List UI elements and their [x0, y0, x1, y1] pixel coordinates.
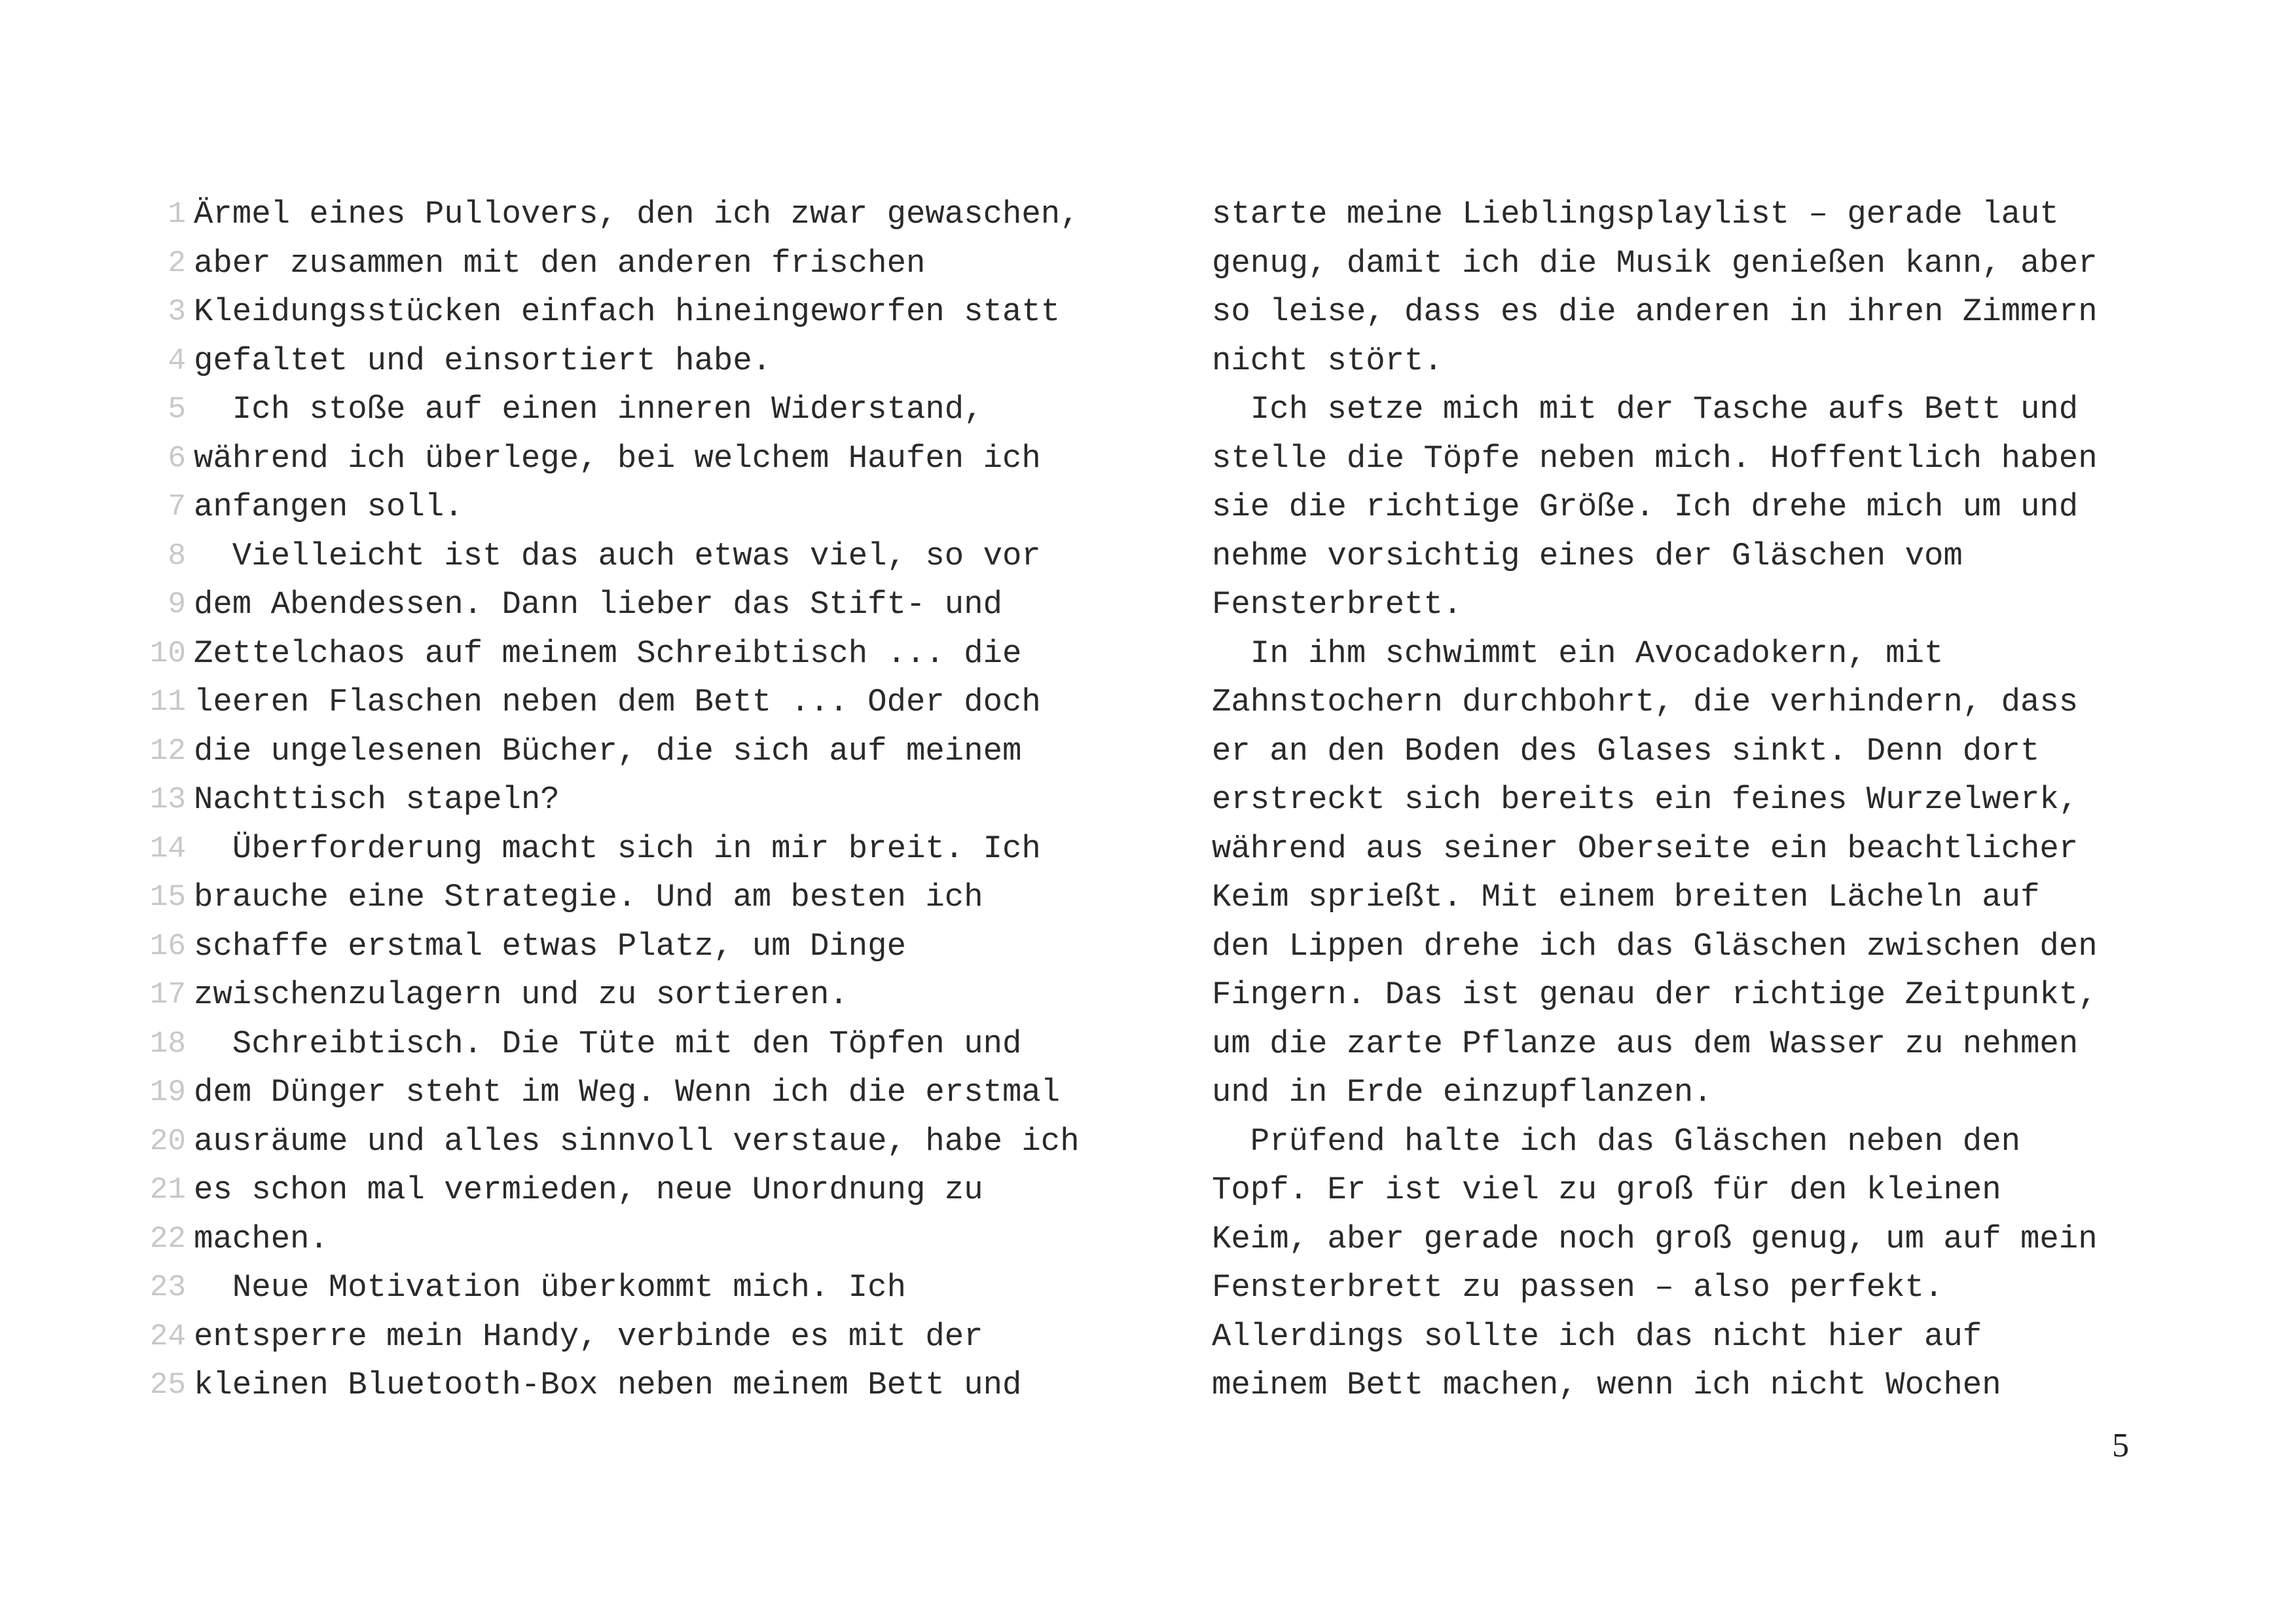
text-line	[1212, 824, 2161, 874]
line-text: die ungelesenen Bücher, die sich auf meinem	[194, 732, 1022, 769]
text-line	[1212, 337, 2161, 386]
line-text: meinem Bett machen, wenn ich nicht Wochen	[1212, 1367, 2001, 1403]
text-line	[1212, 483, 2161, 532]
line-number: 10	[149, 636, 186, 671]
line-text: dem Abendessen. Dann lieber das Stift- und	[194, 586, 1003, 623]
text-line	[1212, 190, 2161, 239]
text-line	[1212, 1166, 2161, 1215]
line-number: 2	[168, 246, 186, 280]
text-line	[145, 385, 1134, 434]
text-line	[1212, 775, 2161, 824]
text-line	[1212, 1020, 2161, 1069]
line-number: 20	[149, 1124, 186, 1158]
line-number: 23	[149, 1270, 186, 1304]
left-text-column	[145, 190, 1134, 1410]
text-line	[1212, 727, 2161, 776]
right-text-column	[1212, 190, 2161, 1410]
line-text: so leise, dass es die anderen in ihren Zimmern	[1212, 293, 2098, 330]
text-line	[145, 1263, 1134, 1312]
line-number: 25	[149, 1368, 186, 1402]
line-text: entsperre mein Handy, verbinde es mit der	[194, 1318, 983, 1355]
text-line	[1212, 629, 2161, 678]
line-number: 4	[168, 343, 186, 378]
text-line	[1212, 970, 2161, 1020]
text-line	[145, 1312, 1134, 1361]
text-line	[1212, 239, 2161, 288]
line-text: anfangen soll.	[194, 489, 464, 525]
line-text: Topf. Er ist viel zu groß für den kleinen	[1212, 1172, 2001, 1208]
line-text: Fensterbrett zu passen – also perfekt.	[1212, 1269, 1944, 1306]
line-text: Keim sprießt. Mit einem breiten Lächeln auf	[1212, 879, 2040, 915]
line-text: Zettelchaos auf meinem Schreibtisch ... die	[194, 635, 1022, 672]
text-line	[145, 337, 1134, 386]
text-line	[1212, 678, 2161, 727]
line-text: zwischenzulagern und zu sortieren.	[194, 976, 848, 1013]
line-text: ausräume und alles sinnvoll verstaue, habe ich	[194, 1122, 1080, 1160]
line-text: erstreckt sich bereits ein feines Wurzelwerk,	[1212, 781, 2079, 818]
text-line	[145, 727, 1134, 776]
line-number: 19	[149, 1075, 186, 1109]
line-text: während ich überlege, bei welchem Haufen ich	[194, 439, 1041, 477]
line-number: 13	[149, 783, 186, 817]
line-text: um die zarte Pflanze aus dem Wasser zu nehmen	[1212, 1025, 2079, 1062]
line-text: Ärmel eines Pullovers, den ich zwar gewaschen,	[194, 196, 1080, 232]
line-number: 11	[149, 685, 186, 719]
text-line	[145, 629, 1134, 678]
line-number: 1	[168, 197, 186, 231]
line-text: er an den Boden des Glases sinkt. Denn dort	[1212, 732, 2040, 769]
line-number: 12	[149, 733, 186, 768]
text-line	[145, 678, 1134, 727]
text-line	[145, 190, 1134, 239]
line-text: Überforderung macht sich in mir breit. Ich	[194, 830, 1041, 867]
text-line	[145, 873, 1134, 922]
text-line	[1212, 1117, 2161, 1166]
text-line	[145, 1361, 1134, 1410]
text-line	[145, 287, 1134, 337]
line-number: 18	[149, 1026, 186, 1061]
line-text: Prüfend halte ich das Gläschen neben den	[1212, 1122, 2021, 1160]
line-text: Ich stoße auf einen inneren Widerstand,	[194, 391, 983, 428]
text-line	[1212, 532, 2161, 581]
text-line	[1212, 287, 2161, 337]
line-text: den Lippen drehe ich das Gläschen zwischen den	[1212, 927, 2098, 965]
text-line	[1212, 580, 2161, 629]
text-line	[145, 970, 1134, 1020]
line-text: Nachttisch stapeln?	[194, 781, 560, 818]
line-number: 24	[149, 1319, 186, 1354]
text-line	[1212, 1215, 2161, 1264]
text-line	[145, 1068, 1134, 1117]
text-line	[145, 922, 1134, 971]
line-text: Keim, aber gerade noch groß genug, um auf mein	[1212, 1220, 2098, 1257]
line-text: Fensterbrett.	[1212, 586, 1463, 623]
text-line	[145, 434, 1134, 483]
text-line	[1212, 1263, 2161, 1312]
text-line	[145, 1020, 1134, 1069]
line-text: In ihm schwimmt ein Avocadokern, mit	[1212, 635, 1944, 672]
line-number: 3	[168, 295, 186, 329]
line-text: und in Erde einzupflanzen.	[1212, 1074, 1713, 1111]
line-number: 22	[149, 1221, 186, 1256]
line-text: starte meine Lieblingsplaylist – gerade laut	[1212, 196, 2059, 232]
line-number: 9	[168, 587, 186, 621]
line-text: nehme vorsichtig eines der Gläschen vom	[1212, 537, 1963, 574]
line-text: dem Dünger steht im Weg. Wenn ich die erstmal	[194, 1074, 1061, 1111]
line-text: Schreibtisch. Die Tüte mit den Töpfen und	[194, 1025, 1022, 1062]
line-text: leeren Flaschen neben dem Bett ... Oder doch	[194, 684, 1041, 720]
text-line	[1212, 922, 2161, 971]
text-line	[1212, 1312, 2161, 1361]
text-line	[145, 824, 1134, 874]
text-line	[145, 1166, 1134, 1215]
text-line	[145, 239, 1134, 288]
text-line	[145, 483, 1134, 532]
line-number: 14	[149, 831, 186, 866]
line-text: nicht stört.	[1212, 342, 1443, 379]
page-number: 5	[2112, 1427, 2129, 1464]
text-line	[145, 1215, 1134, 1264]
line-text: während aus seiner Oberseite ein beachtlicher	[1212, 830, 2079, 867]
text-line	[145, 532, 1134, 581]
line-number: 7	[168, 490, 186, 524]
line-number: 17	[149, 978, 186, 1012]
line-text: es schon mal vermieden, neue Unordnung zu	[194, 1172, 983, 1208]
text-line	[1212, 434, 2161, 483]
line-text: Zahnstochern durchbohrt, die verhindern, dass	[1212, 684, 2079, 720]
line-text: Kleidungsstücken einfach hineingeworfen statt	[194, 293, 1061, 330]
text-line	[1212, 1068, 2161, 1117]
line-text: gefaltet und einsortiert habe.	[194, 342, 772, 379]
line-text: Ich setze mich mit der Tasche aufs Bett und	[1212, 391, 2079, 428]
text-line	[145, 580, 1134, 629]
line-text: machen.	[194, 1220, 329, 1257]
line-text: Neue Motivation überkommt mich. Ich	[194, 1269, 906, 1306]
text-line	[1212, 873, 2161, 922]
line-number: 5	[168, 392, 186, 426]
line-number: 8	[168, 538, 186, 573]
line-number: 16	[149, 929, 186, 963]
line-text: Fingern. Das ist genau der richtige Zeitpunkt,	[1212, 976, 2098, 1013]
text-line	[1212, 385, 2161, 434]
line-number: 6	[168, 441, 186, 475]
line-text: sie die richtige Größe. Ich drehe mich um und	[1212, 489, 2079, 525]
line-text: brauche eine Strategie. Und am besten ich	[194, 879, 983, 915]
line-number: 21	[149, 1173, 186, 1207]
line-text: aber zusammen mit den anderen frischen	[194, 244, 926, 282]
line-text: Vielleicht ist das auch etwas viel, so vor	[194, 537, 1041, 574]
line-text: genug, damit ich die Musik genießen kann, aber	[1212, 244, 2098, 282]
text-line	[1212, 1361, 2161, 1410]
line-text: kleinen Bluetooth-Box neben meinem Bett und	[194, 1367, 1022, 1403]
line-number: 15	[149, 880, 186, 914]
line-text: Allerdings sollte ich das nicht hier auf	[1212, 1318, 1982, 1355]
text-line	[145, 1117, 1134, 1166]
text-line	[145, 775, 1134, 824]
line-text: stelle die Töpfe neben mich. Hoffentlich haben	[1212, 439, 2098, 477]
line-text: schaffe erstmal etwas Platz, um Dinge	[194, 927, 906, 965]
